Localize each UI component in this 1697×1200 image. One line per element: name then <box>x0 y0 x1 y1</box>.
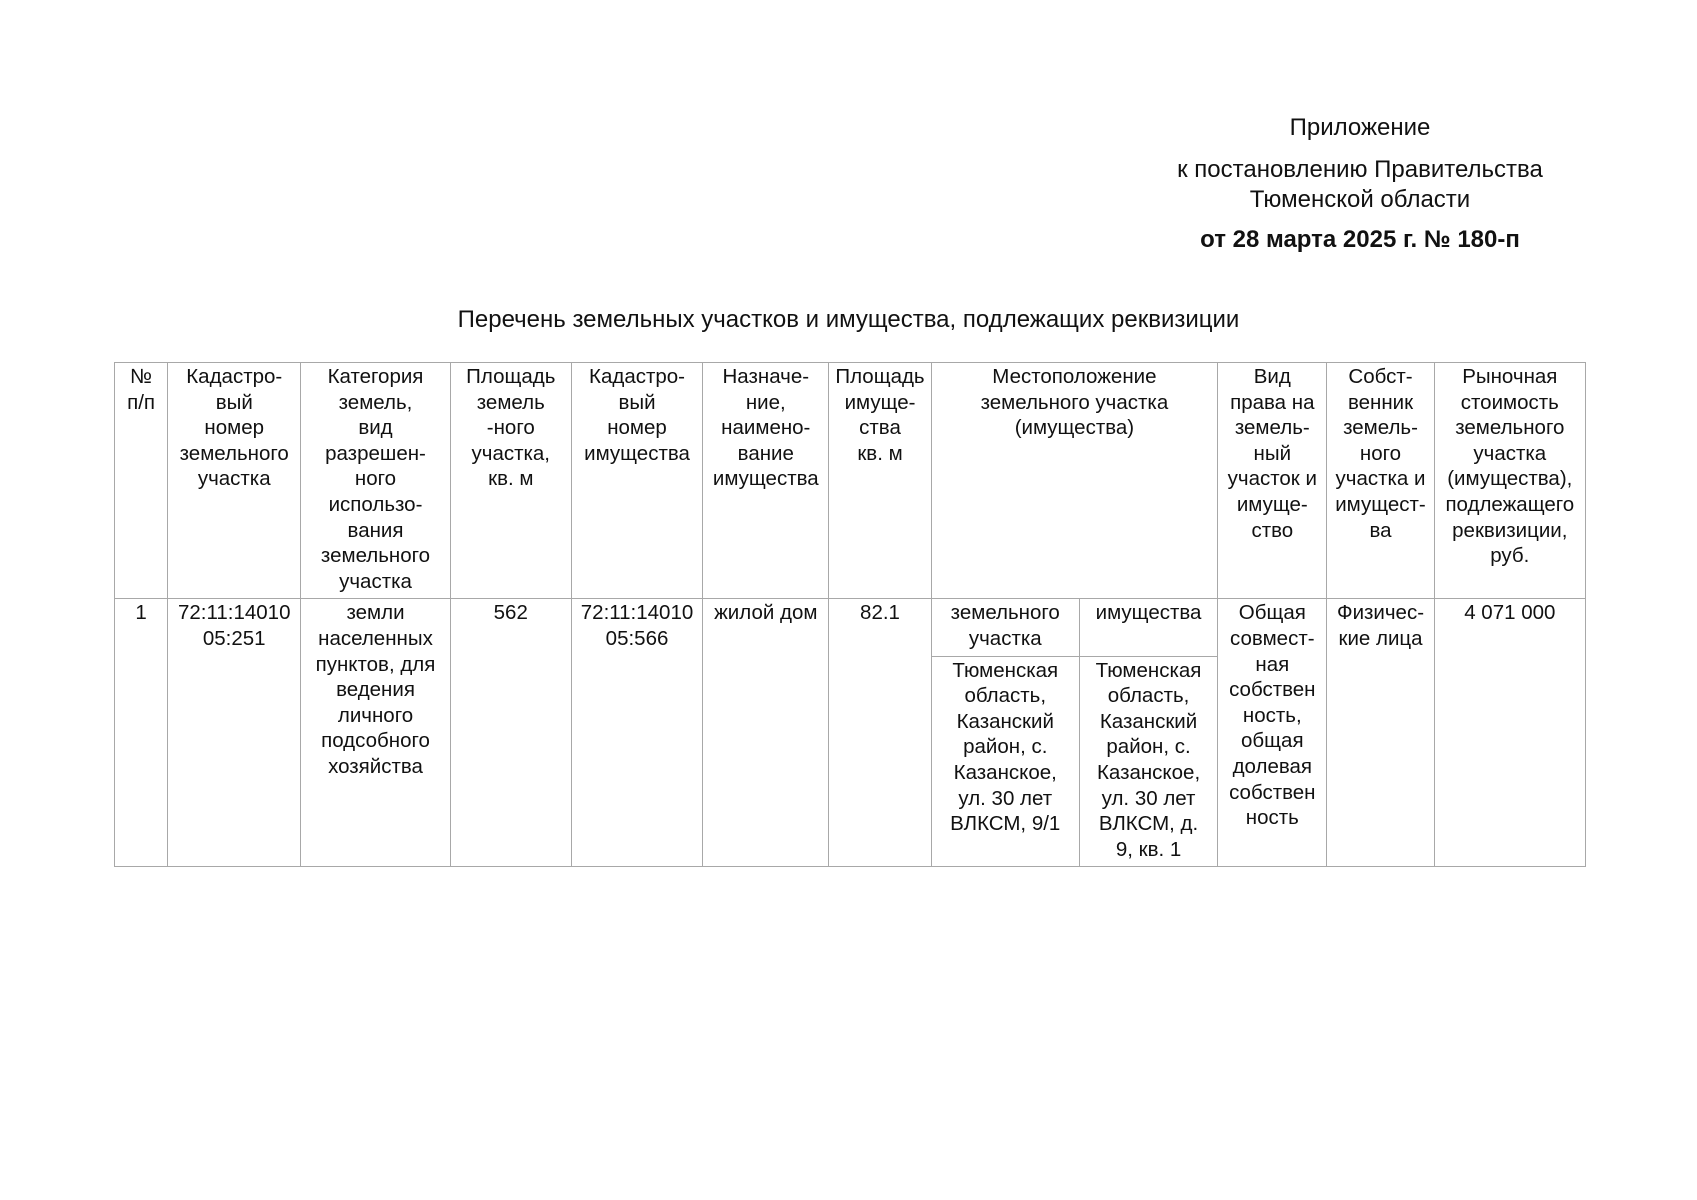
cell-right-type: Общая совмест- ная собствен ность, общая долевая собствен ность <box>1218 599 1327 867</box>
header-cadastral-land: Кадастро- вый номер земельного участка <box>168 363 301 599</box>
cell-location-land: Тюменская область, Казанский район, с. Казанское, ул. 30 лет ВЛКСМ, 9/1 <box>931 656 1079 867</box>
appendix-title: Приложение <box>1289 114 1431 141</box>
cell-property-area: 82.1 <box>829 599 931 867</box>
list-title: Перечень земельных участков и имущества, подлежащих реквизиции <box>457 306 1240 333</box>
header-cadastral-property: Кадастро- вый номер имущества <box>571 363 702 599</box>
cell-location-land-label: земельного участка <box>931 599 1079 656</box>
header-property-area: Площадь имуще- ства кв. м <box>829 363 931 599</box>
appendix-line-2: Тюменской области <box>1249 186 1471 213</box>
appendix-block <box>1120 113 1600 255</box>
cell-location-property: Тюменская область, Казанский район, с. Казанское, ул. 30 лет ВЛКСМ, д. 9, кв. 1 <box>1079 656 1217 867</box>
header-land-area: Площадь земель -ного участка, кв. м <box>450 363 571 599</box>
cell-category: земли населенных пунктов, для ведения личного подсобного хозяйства <box>301 599 450 867</box>
cell-purpose: жилой дом <box>703 599 829 867</box>
cell-location-property-label: имущества <box>1079 599 1217 656</box>
header-right-type: Вид права на земель- ный участок и имуще- ство <box>1218 363 1327 599</box>
cell-land-area: 562 <box>450 599 571 867</box>
appendix-date: от 28 марта 2025 г. № 180-п <box>1200 226 1520 253</box>
cell-cadastral-property: 72:11:14010 05:566 <box>571 599 702 867</box>
cell-cadastral-land: 72:11:14010 05:251 <box>168 599 301 867</box>
header-category: Категория земель, вид разрешен- ного использо- вания земельного участка <box>301 363 450 599</box>
cell-market-value: 4 071 000 <box>1434 599 1585 867</box>
table-row <box>115 599 1586 656</box>
table-header-row <box>115 363 1586 599</box>
cell-owner: Физичес- кие лица <box>1327 599 1434 867</box>
header-owner: Собст- венник земель- ного участка и имущест- ва <box>1327 363 1434 599</box>
header-num: № п/п <box>115 363 168 599</box>
registry-table <box>114 362 1586 867</box>
header-location: Местоположение земельного участка (имущества) <box>931 363 1218 599</box>
cell-num: 1 <box>115 599 168 867</box>
appendix-line-1: к постановлению Правительства <box>1177 156 1543 183</box>
header-purpose: Назначе- ние, наимено- вание имущества <box>703 363 829 599</box>
header-market-value: Рыночная стоимость земельного участка (имущества), подлежащего реквизиции, руб. <box>1434 363 1585 599</box>
